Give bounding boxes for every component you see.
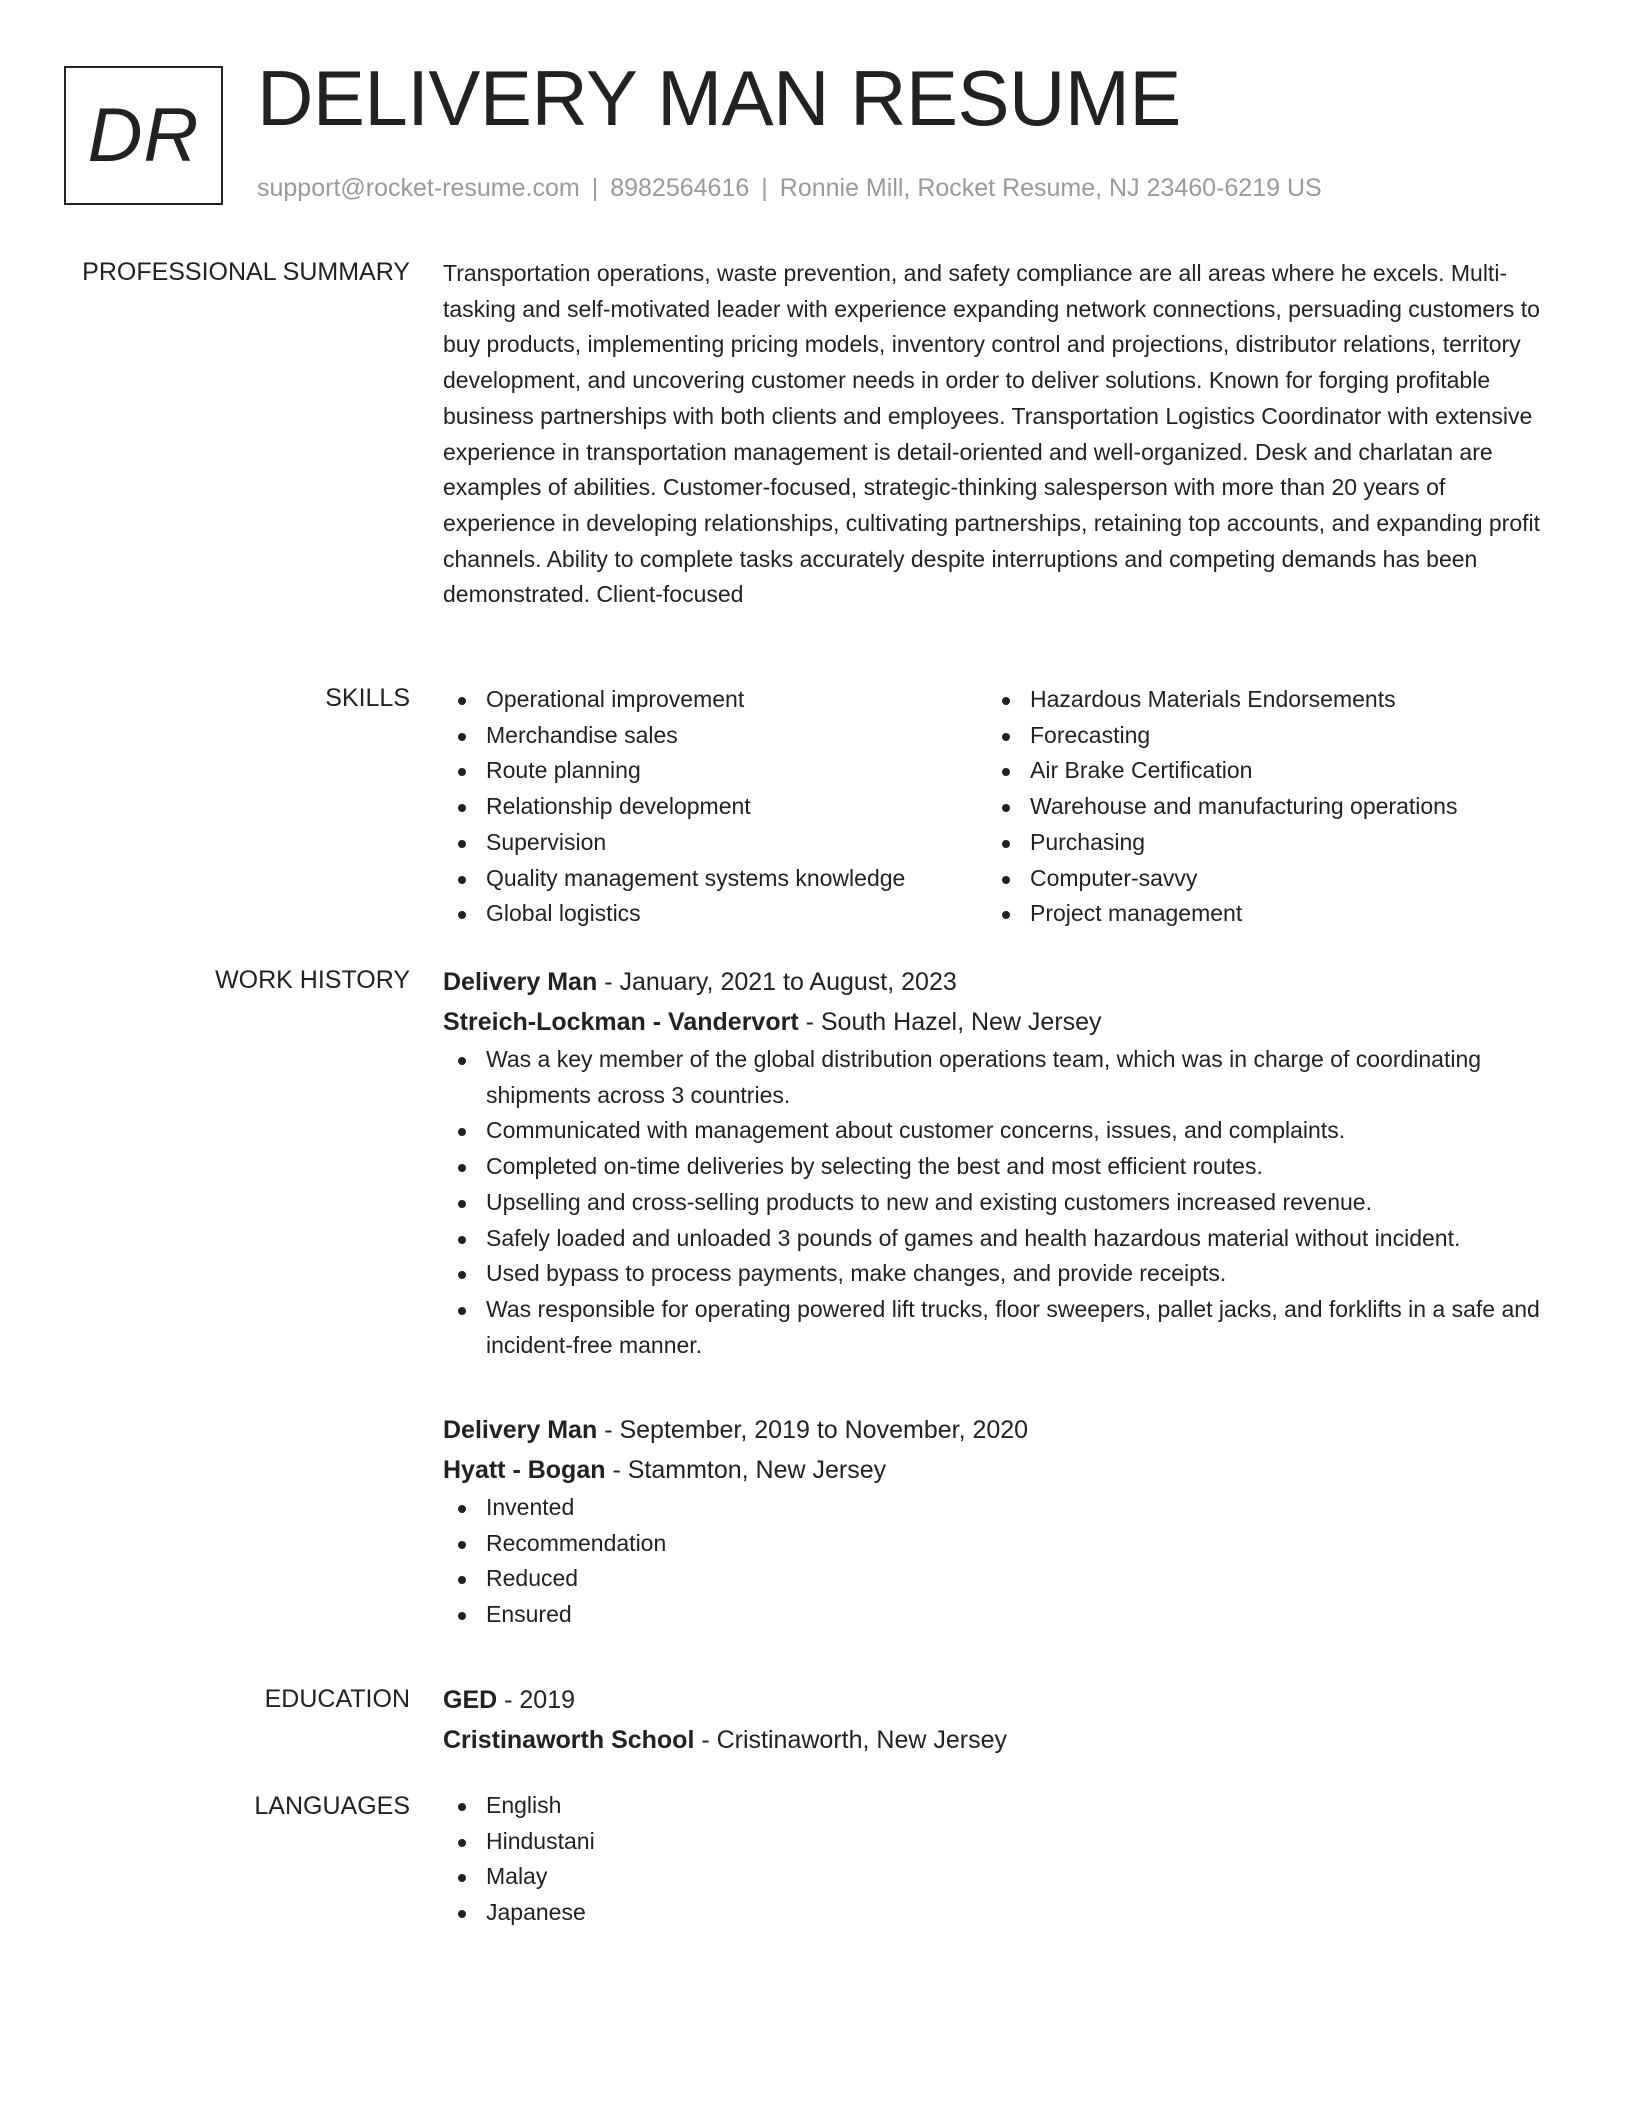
language-item: English [443, 1788, 1543, 1824]
language-item: Japanese [443, 1895, 1543, 1931]
skill-item: Purchasing [987, 825, 1531, 861]
education-year: - 2019 [497, 1686, 576, 1714]
skill-item: Quality management systems knowledge [443, 861, 987, 897]
skill-item: Supervision [443, 825, 987, 861]
education-degree-line [443, 1680, 1543, 1720]
responsibility-item: Communicated with management about customer concerns, issues, and complaints. [443, 1113, 1543, 1149]
skill-item: Hazardous Materials Endorsements [987, 682, 1531, 718]
job-company: Streich-Lockman - Vandervort [443, 1008, 799, 1036]
skills-heading: SKILLS [325, 684, 410, 712]
job-responsibilities [443, 1042, 1543, 1363]
job-title: Delivery Man [443, 1416, 598, 1444]
job-dates: - September, 2019 to November, 2020 [597, 1416, 1029, 1444]
contact-address: Ronnie Mill, Rocket Resume, NJ 23460-6219 US [779, 174, 1322, 202]
language-item: Hindustani [443, 1824, 1543, 1860]
job-title: Delivery Man [443, 968, 598, 996]
job-entry [443, 962, 1543, 1363]
responsibility-item: Safely loaded and unloaded 3 pounds of games and health hazardous material without incident. [443, 1221, 1543, 1257]
job-company: Hyatt - Bogan [443, 1456, 606, 1484]
job-location: - Stammton, New Jersey [605, 1456, 887, 1484]
resume-title: DELIVERY MAN RESUME [257, 54, 1181, 142]
education-school: Cristinaworth School [443, 1726, 695, 1754]
skill-item: Project management [987, 896, 1531, 932]
job-responsibilities [443, 1490, 1543, 1633]
contact-line [257, 174, 1322, 203]
summary-heading: PROFESSIONAL SUMMARY [82, 258, 410, 286]
skill-item: Merchandise sales [443, 718, 987, 754]
responsibility-item: Completed on-time deliveries by selecting the best and most efficient routes. [443, 1149, 1543, 1185]
skill-item: Forecasting [987, 718, 1531, 754]
contact-email: support@rocket-resume.com [257, 174, 580, 202]
skills-list-right [987, 682, 1531, 932]
skills-list-left [443, 682, 987, 932]
job-title-line [443, 962, 1543, 1002]
skill-item: Global logistics [443, 896, 987, 932]
language-item: Malay [443, 1859, 1543, 1895]
skill-item: Operational improvement [443, 682, 987, 718]
job-location: - South Hazel, New Jersey [798, 1008, 1102, 1036]
responsibility-item: Invented [443, 1490, 1543, 1526]
skill-item: Warehouse and manufacturing operations [987, 789, 1531, 825]
responsibility-item: Ensured [443, 1597, 1543, 1633]
responsibility-item: Was a key member of the global distribution operations team, which was in charge of coordinating shipments across 3 countries. [443, 1042, 1543, 1113]
responsibility-item: Used bypass to process payments, make changes, and provide receipts. [443, 1256, 1543, 1292]
skill-item: Air Brake Certification [987, 753, 1531, 789]
contact-phone: 8982564616 [610, 174, 750, 202]
job-title-line [443, 1410, 1543, 1450]
responsibility-item: Reduced [443, 1561, 1543, 1597]
contact-separator: | [761, 174, 768, 202]
languages-list [443, 1788, 1543, 1931]
responsibility-item: Upselling and cross-selling products to new and existing customers increased revenue. [443, 1185, 1543, 1221]
monogram-text: DR [87, 93, 200, 178]
work-history-heading: WORK HISTORY [215, 966, 410, 994]
summary-text: Transportation operations, waste prevention, and safety compliance are all areas where he excels. Multi-tasking and self-motivated leader with experience expanding network connections, persuading customers to buy products, implementing pricing models, inventory control and projections, distributor relations, territory development, and uncovering customer needs in order to deliver solutions. Known for forging profitable business partnerships with both clients and employees. Transportation Logistics Coordinator with extensive experience in transportation management is detail-oriented and well-organized. Desk and charlatan are examples of abilities. Customer-focused, strategic-thinking salesperson with more than 20 years of experience in developing relationships, cultivating partnerships, retaining top accounts, and expanding profit channels. Ability to complete tasks accurately despite interruptions and competing demands has been demonstrated. Client-focused [443, 260, 1541, 608]
work-history-section-2 [443, 1410, 1543, 1633]
education-degree: GED [443, 1686, 498, 1714]
skill-item: Computer-savvy [987, 861, 1531, 897]
education-school-line [443, 1720, 1543, 1760]
skill-item: Route planning [443, 753, 987, 789]
skills-grid [443, 682, 1543, 932]
education-heading: EDUCATION [264, 1685, 410, 1713]
skill-item: Relationship development [443, 789, 987, 825]
languages-section [443, 1788, 1543, 1931]
contact-separator: | [591, 174, 599, 202]
job-company-line [443, 1450, 1543, 1490]
education-section [443, 1680, 1543, 1760]
work-history-section [443, 962, 1543, 1363]
languages-heading: LANGUAGES [254, 1792, 410, 1820]
responsibility-item: Recommendation [443, 1526, 1543, 1562]
responsibility-item: Was responsible for operating powered lift trucks, floor sweepers, pallet jacks, and forklifts in a safe and incident-free manner. [443, 1292, 1543, 1363]
monogram-logo [64, 66, 223, 205]
summary-section [443, 256, 1543, 613]
job-company-line [443, 1002, 1543, 1042]
skills-section [443, 682, 1543, 932]
job-entry [443, 1410, 1543, 1633]
job-dates: - January, 2021 to August, 2023 [597, 968, 957, 996]
education-location: - Cristinaworth, New Jersey [694, 1726, 1007, 1754]
